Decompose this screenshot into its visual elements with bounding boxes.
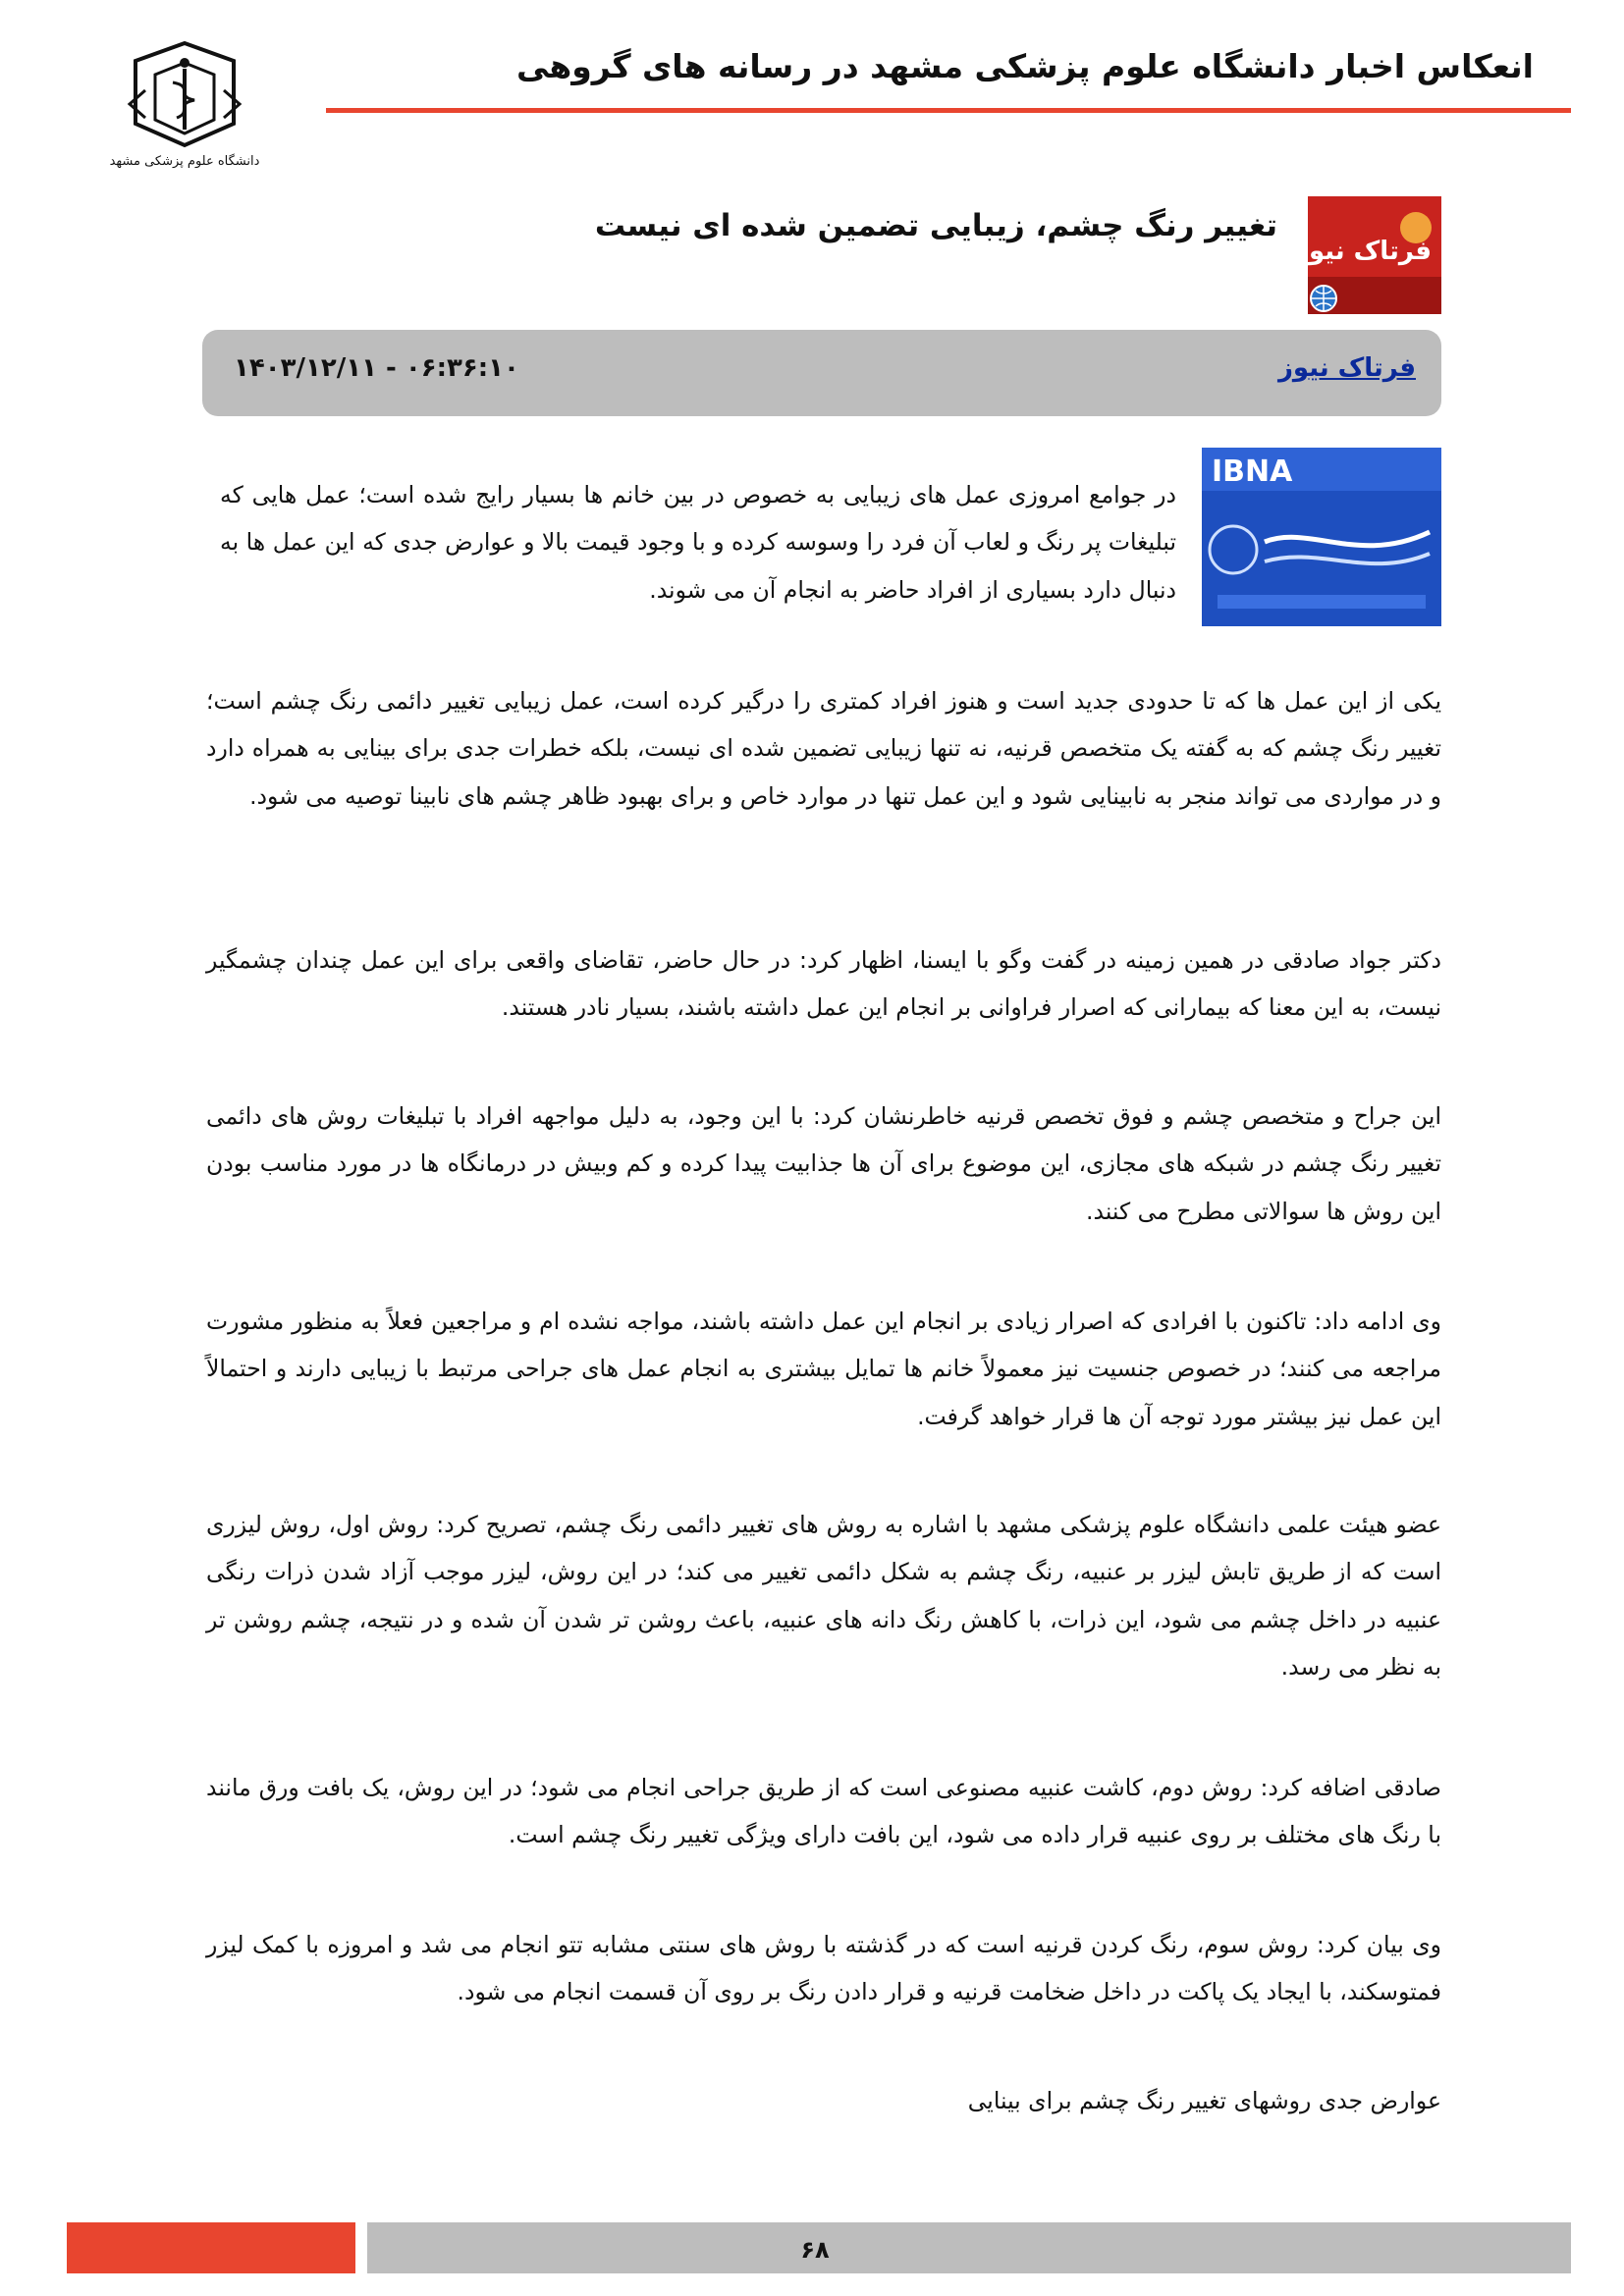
article-paragraph: در جوامع امروزی عمل های زیبایی به خصوص در بین خانم ها بسیار رایج شده است؛ عمل هایی که تبلیغات پر رنگ و لعاب آن فرد را وسوسه کرده و با وجود قیمت بالا و عوارض جدی که این عمل ها به دنبال دارد بسیاری از افراد حاضر به انجام آن می شوند. [220,480,1176,604]
article-paragraph: صادقی اضافه کرد: روش دوم، کاشت عنبیه مصنوعی است که از طریق جراحی انجام می شود؛ در این روش، یک بافت ورق مانند با رنگ های مختلف بر روی عنبیه قرار داده می شود، این بافت دارای ویژگی تغییر رنگ چشم است. [206,1773,1441,1848]
source-logo-text: فرتاک نیوز [1293,237,1433,266]
article-paragraph: دکتر جواد صادقی در همین زمینه در گفت وگو با ایسنا، اظهار کرد: در حال حاضر، تقاضای واقعی برای این عمل چندان چشمگیر نیست، به این معنا که بیمارانی که اصرار فراوانی بر انجام این عمل داشته باشند، بسیار نادر هستند. [206,945,1441,1021]
article-paragraph: یکی از این عمل ها که تا حدودی جدید است و هنوز افراد کمتری را درگیر کرده است، عمل زیبایی تغییر دائمی رنگ چشم است؛ تغییر رنگ چشم که به گفته یک متخصص قرنیه، نه تنها زیبایی تضمین شده ای نیست، بلکه خطرات جدی برای بینایی به همراه دارد و در مواردی می تواند منجر به نابینایی شود و این عمل تنها در موارد خاص و برای بهبود ظاهر چشم های نابینا توصیه می شود. [206,686,1441,810]
page-title: انعکاس اخبار دانشگاه علوم پزشکی مشهد در رسانه های گروهی [516,47,1534,85]
footer-bar [367,2222,1571,2273]
globe-icon [1311,286,1336,311]
header-divider [326,108,1571,113]
article-title: تغییر رنگ چشم، زیبایی تضمین شده ای نیست [594,208,1277,243]
source-logo [1293,196,1441,314]
article-paragraph: وی بیان کرد: روش سوم، رنگ کردن قرنیه است که در گذشته با روش های سنتی مشابه تتو انجام می شد و امروزه با کمک لیزر فمتوسکند، با ایجاد یک پاکت در داخل ضخامت قرنیه و قرار دادن رنگ بر روی آن قسمت انجام می شود. [206,1930,1441,2005]
university-crest-icon [109,35,260,173]
source-link[interactable]: فرتاک نیوز [1277,353,1416,383]
article-subheading: عوارض جدی روشهای تغییر رنگ چشم برای بینایی [967,2086,1441,2114]
agency-logo-image [1202,448,1441,626]
page-number: ۶۸ [800,2236,830,2264]
article-paragraph: وی ادامه داد: تاکنون با افرادی که اصرار زیادی بر انجام این عمل داشته باشند، مواجه نشده ام و مراجعین فعلاً به منظور مشورت مراجعه می کنند؛ در خصوص جنسیت نیز معمولاً خانم ها تمایل بیشتری به انجام عمل های جراحی مرتبط با زیبایی دارند و احتمالاً این عمل نیز بیشتر مورد توجه آن ها قرار خواهد گرفت. [206,1307,1441,1430]
logo-caption: دانشگاه علوم پزشکی مشهد [109,154,260,169]
article-paragraph: عضو هیئت علمی دانشگاه علوم پزشکی مشهد با اشاره به روش های تغییر دائمی رنگ چشم، تصریح کرد: روش اول، روش لیزری است که از طریق تابش لیزر بر عنبیه، رنگ چشم به شکل دائمی تغییر می کند؛ در این روش، لیزر موجب آزاد شدن ذرات رنگی عنبیه در داخل چشم می شود، این ذرات، با کاهش رنگ دانه های عنبیه، باعث روشن تر شدن آن شده و در نتیجه، چشم روشن تر به نظر می رسد. [206,1510,1441,1681]
article-paragraph: این جراح و متخصص چشم و فوق تخصص قرنیه خاطرنشان کرد: با این وجود، به دلیل مواجهه افراد با تبلیغات روش های دائمی تغییر رنگ چشم در شبکه های مجازی، این موضوع برای آن ها جذابیت پیدا کرده و کم وبیش در درمانگاه ها در مورد مناسب بودن این روش ها سوالاتی مطرح می کنند. [206,1101,1441,1225]
article-datetime: ۱۴۰۳/۱۲/۱۱ - ۰۶:۳۶:۱۰ [234,353,519,383]
footer-accent-bar [67,2222,355,2273]
agency-logo-text: IBNA [1212,454,1293,489]
